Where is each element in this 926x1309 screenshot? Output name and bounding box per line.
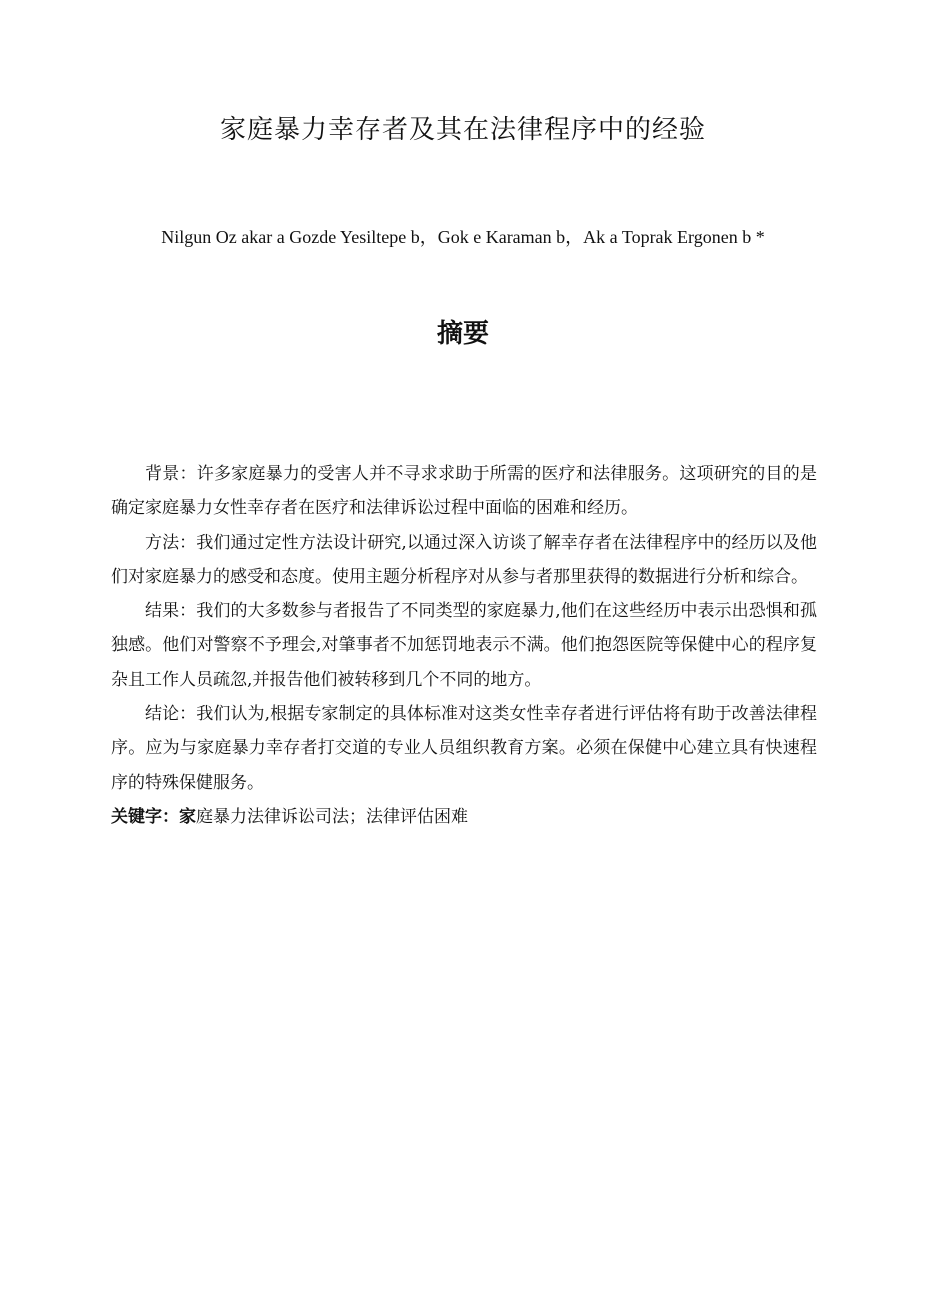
document-title: 家庭暴力幸存者及其在法律程序中的经验	[219, 115, 706, 145]
author-list: Nilgun Oz akar a Gozde Yesiltepe b，Gok e Karaman b，Ak a Toprak Ergonen b *	[161, 227, 765, 247]
keywords-text: 庭暴力法律诉讼司法；法律评估困难	[196, 806, 468, 827]
keywords-label: 关键字：家	[111, 806, 196, 827]
background-paragraph: 背景：许多家庭暴力的受害人并不寻求求助于所需的医疗和法律服务。这项研究的目的是确定家庭暴力女性幸存者在医疗和法律诉讼过程中面临的困难和经历。	[111, 464, 817, 519]
results-paragraph: 结果：我们的大多数参与者报告了不同类型的家庭暴力,他们在这些经历中表示出恐惧和孤独感。他们对警察不予理会,对肇事者不加惩罚地表示不满。他们抱怨医院等保健中心的程序复杂且工作人员疏忽,并报告他们被转移到几个不同的地方。	[111, 601, 817, 690]
keywords-line	[111, 800, 817, 834]
conclusion-paragraph: 结论：我们认为,根据专家制定的具体标准对这类女性幸存者进行评估将有助于改善法律程序。应为与家庭暴力幸存者打交道的专业人员组织教育方案。必须在保健中心建立具有快速程序的特殊保健服务。	[111, 704, 817, 793]
abstract-heading: 摘要	[436, 319, 489, 349]
abstract-body	[111, 457, 817, 834]
methods-paragraph: 方法：我们通过定性方法设计研究,以通过深入访谈了解幸存者在法律程序中的经历以及他们对家庭暴力的感受和态度。使用主题分析程序对从参与者那里获得的数据进行分析和综合。	[111, 532, 817, 587]
